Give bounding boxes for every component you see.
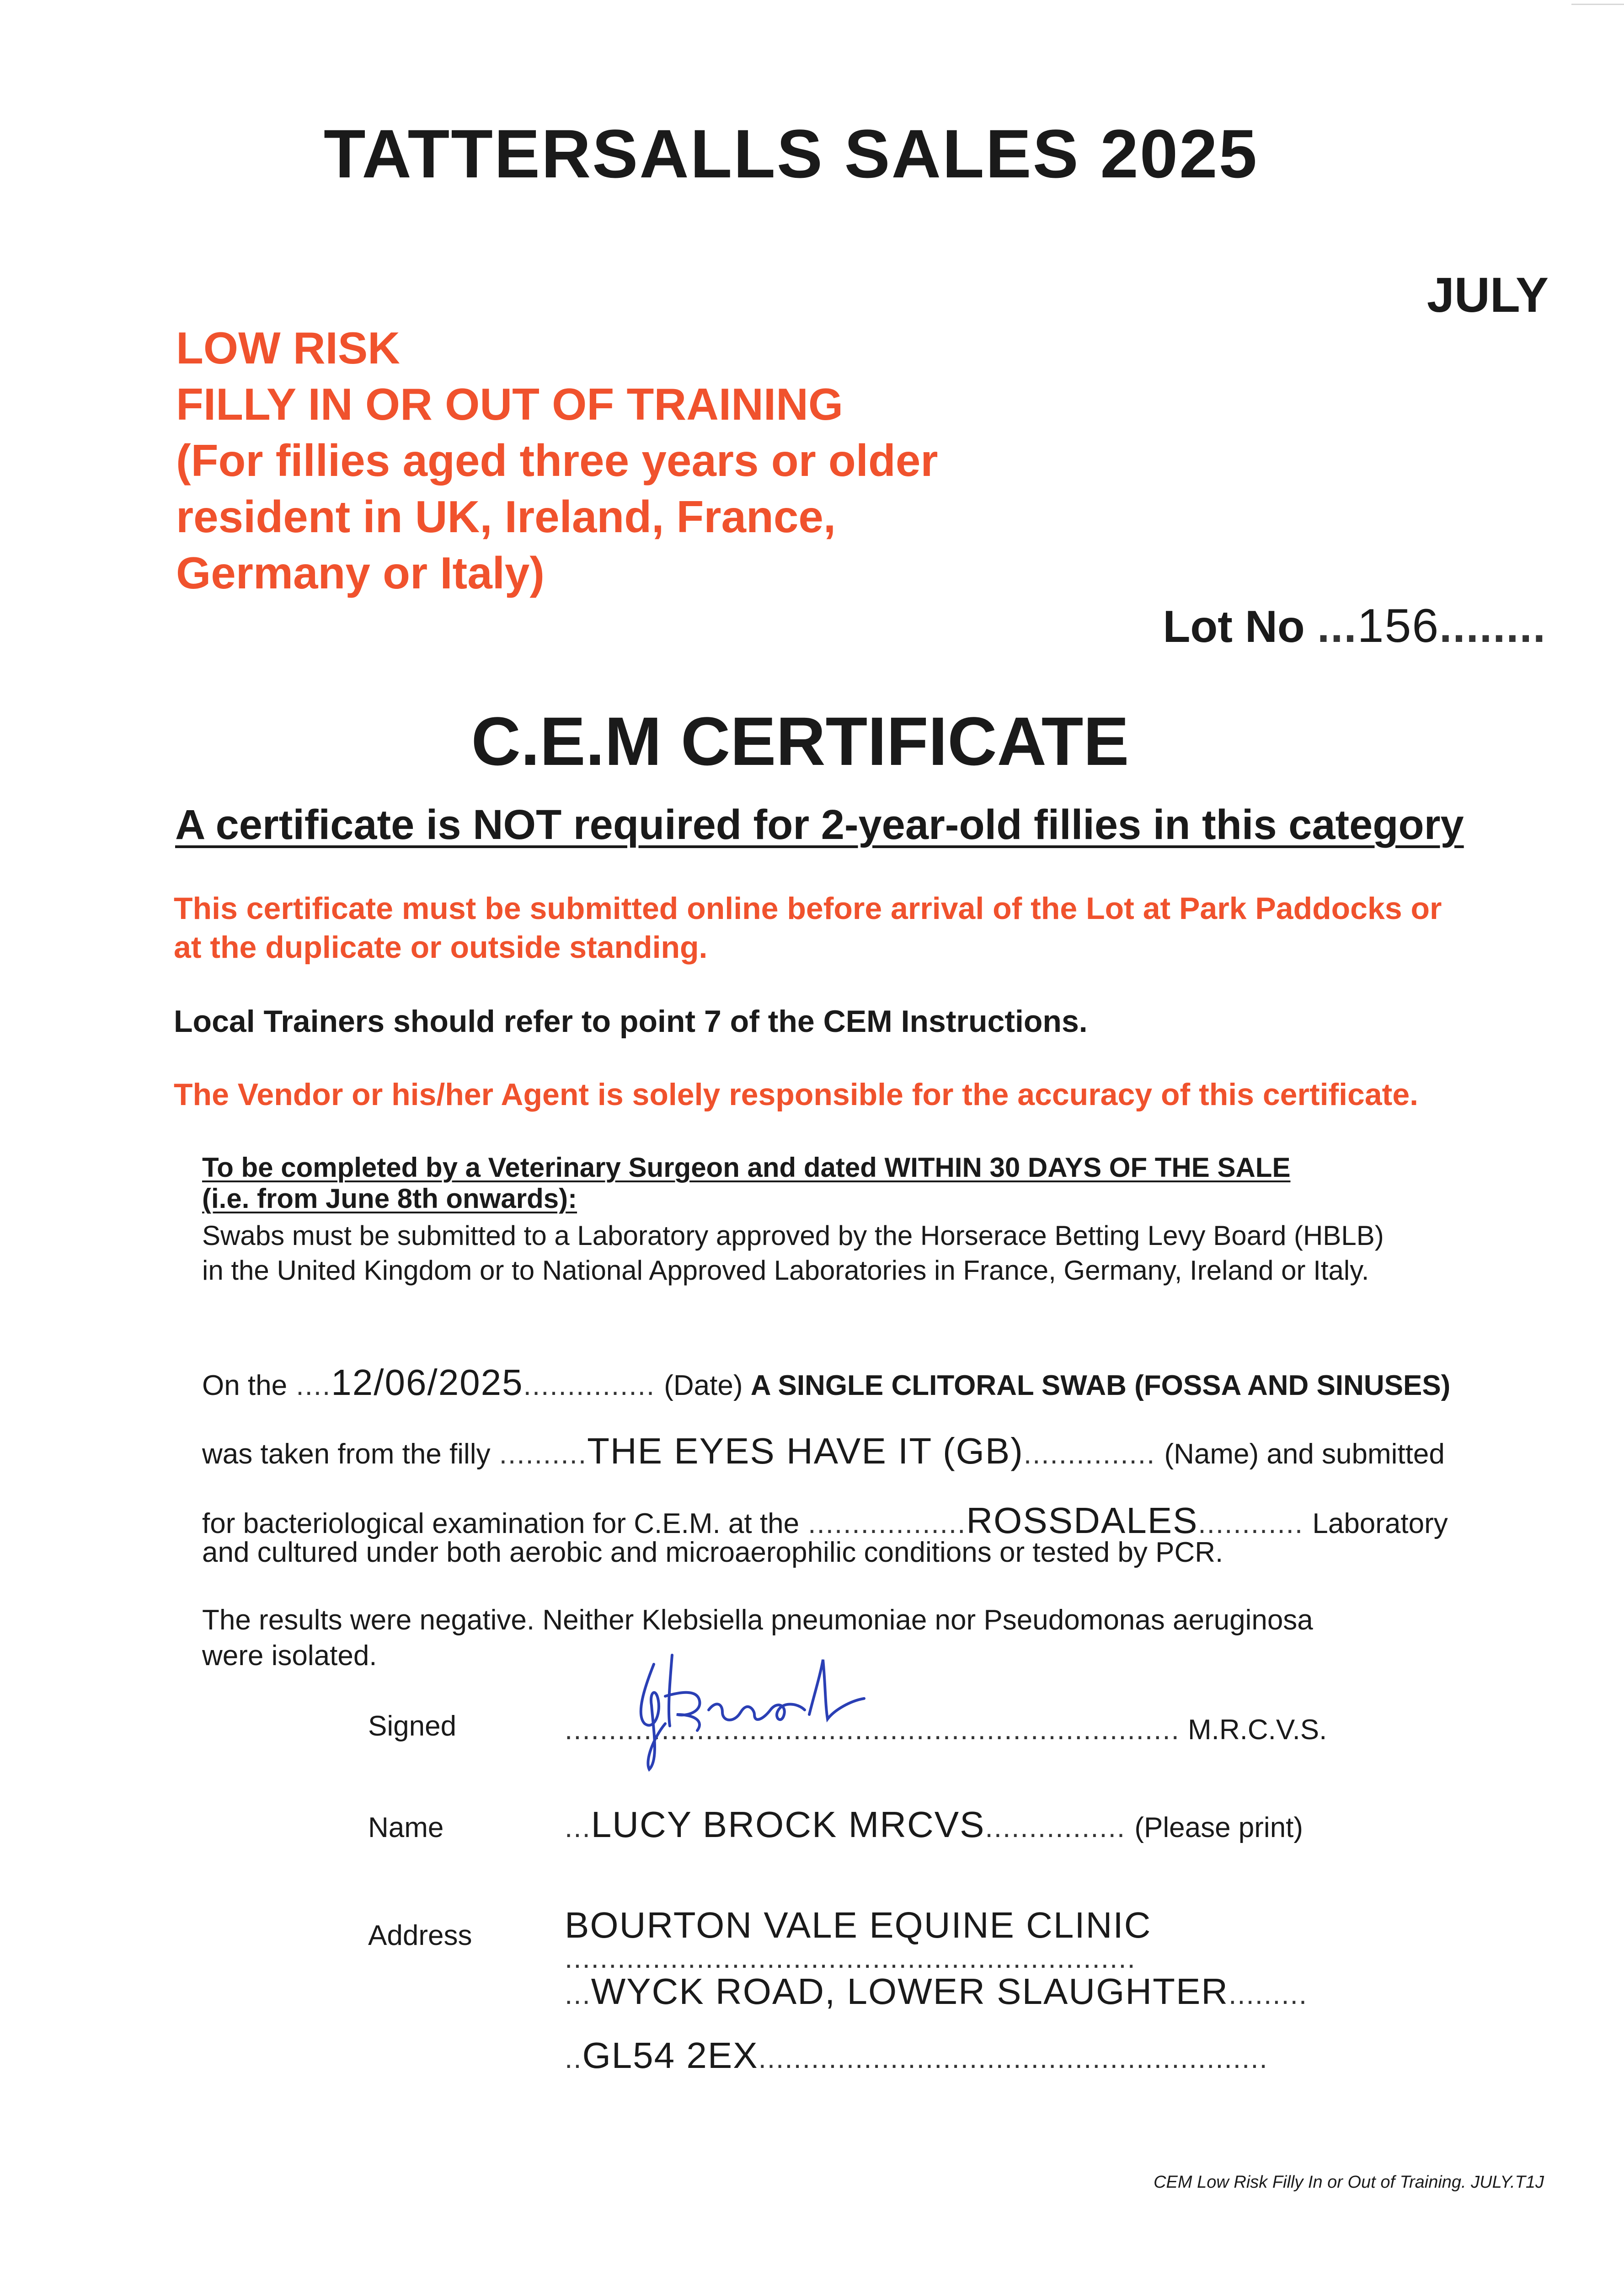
scan-edge-mark — [1571, 4, 1624, 5]
dot-leader: .. — [565, 2043, 582, 2074]
dot-leader: .......... — [490, 1438, 588, 1470]
swab-date-field[interactable]: 12/06/2025 — [331, 1362, 524, 1403]
dot-leader: ... — [1317, 601, 1357, 652]
date-line — [202, 1362, 1450, 1404]
swabs-note-line: Swabs must be submitted to a Laboratory approved by the Horserace Betting Levy Board (HBLB) — [202, 1220, 1384, 1251]
category-line: FILLY IN OR OUT OF TRAINING — [176, 379, 844, 429]
lot-label: Lot No — [1163, 601, 1305, 652]
signed-label: Signed — [368, 1710, 457, 1742]
results-line: were isolated. — [202, 1640, 377, 1672]
submission-notice — [174, 889, 1442, 967]
vet-instructions-heading — [202, 1152, 1290, 1214]
submission-notice-line: This certificate must be submitted online before arrival of the Lot at Park Paddocks or — [174, 891, 1442, 926]
swab-description: A SINGLE CLITORAL SWAB (FOSSA AND SINUSES) — [750, 1370, 1451, 1401]
cultured-line: and cultured under both aerobic and microaerophilic conditions or tested by PCR. — [202, 1537, 1223, 1568]
address-dots-1 — [565, 1942, 1136, 1975]
address-field-1[interactable]: BOURTON VALE EQUINE CLINIC — [565, 1905, 1152, 1945]
dot-leader: ............ — [1198, 1508, 1313, 1539]
dot-leader: ...................................................................... — [565, 1714, 1180, 1746]
swabs-note-line: in the United Kingdom or to National Approved Laboratories in France, Germany, Ireland or Italy. — [202, 1255, 1369, 1286]
address-line-2 — [565, 1971, 1308, 2013]
mrcvs-label: M.R.C.V.S. — [1188, 1714, 1327, 1746]
local-trainers-note: Local Trainers should refer to point 7 of the CEM Instructions. — [174, 1004, 1088, 1039]
dot-leader: ............... — [523, 1370, 664, 1401]
not-required-notice: A certificate is NOT required for 2-year-old fillies in this category — [175, 801, 1464, 848]
dot-leader: ................ — [985, 1812, 1135, 1843]
dot-leader: .......................................................... — [758, 2043, 1268, 2074]
category-line: Germany or Italy) — [176, 548, 545, 598]
dot-leader: ................................................................. — [565, 1943, 1136, 1974]
dot-leader: ... — [565, 1979, 591, 2010]
category-line: LOW RISK — [176, 323, 400, 373]
vendor-responsibility-note: The Vendor or his/her Agent is solely responsible for the accuracy of this certificate. — [174, 1077, 1419, 1112]
laboratory-line — [202, 1500, 1448, 1542]
swabs-note — [202, 1218, 1384, 1288]
sale-month: JULY — [1426, 267, 1549, 322]
dot-leader: ... — [565, 1812, 591, 1843]
dot-leader: ........ — [1439, 601, 1546, 652]
name-submitted-label: (Name) and submitted — [1164, 1438, 1445, 1470]
certificate-title: C.E.M CERTIFICATE — [471, 703, 1129, 780]
vet-heading-line: (i.e. from June 8th onwards): — [202, 1183, 577, 1214]
form-reference: CEM Low Risk Filly In or Out of Training. JULY.T1J — [1154, 2173, 1544, 2192]
filly-line — [202, 1430, 1445, 1472]
laboratory-label: Laboratory — [1312, 1508, 1448, 1539]
vet-name-line — [565, 1804, 1303, 1846]
date-label: (Date) — [664, 1370, 743, 1401]
laboratory-field[interactable]: ROSSDALES — [966, 1500, 1198, 1541]
dot-leader: .... — [287, 1370, 331, 1401]
results-line: The results were negative. Neither Klebsiella pneumoniae nor Pseudomonas aeruginosa — [202, 1604, 1313, 1636]
taken-from-label: was taken from the filly — [202, 1438, 491, 1470]
address-field-2[interactable]: WYCK ROAD, LOWER SLAUGHTER — [591, 1971, 1229, 2012]
category-block — [176, 320, 938, 601]
on-the-label: On the — [202, 1370, 288, 1401]
category-line: resident in UK, Ireland, France, — [176, 491, 836, 542]
dot-leader: ............... — [1023, 1438, 1165, 1470]
lot-number-row — [1163, 599, 1546, 653]
examination-label: for bacteriological examination for C.E.M. at the — [202, 1508, 800, 1539]
vet-heading-line: To be completed by a Veterinary Surgeon and dated WITHIN 30 DAYS OF THE SALE — [202, 1152, 1291, 1183]
dot-leader: ......... — [1229, 1979, 1308, 2010]
address-line-1 — [565, 1904, 1151, 1946]
please-print-label: (Please print) — [1134, 1812, 1303, 1843]
name-label: Name — [368, 1812, 444, 1843]
lot-number-value[interactable]: 156 — [1357, 599, 1440, 652]
page-title: TATTERSALLS SALES 2025 — [323, 115, 1259, 192]
dot-leader: .................. — [799, 1508, 967, 1539]
category-line: (For fillies aged three years or older — [176, 435, 938, 486]
address-field-3[interactable]: GL54 2EX — [582, 2035, 759, 2076]
address-line-3 — [565, 2035, 1268, 2077]
address-label: Address — [368, 1920, 472, 1951]
handwritten-signature[interactable] — [617, 1646, 873, 1783]
filly-name-field[interactable]: THE EYES HAVE IT (GB) — [587, 1431, 1024, 1471]
vet-name-field[interactable]: LUCY BROCK MRCVS — [591, 1804, 985, 1845]
submission-notice-line: at the duplicate or outside standing. — [174, 930, 708, 965]
